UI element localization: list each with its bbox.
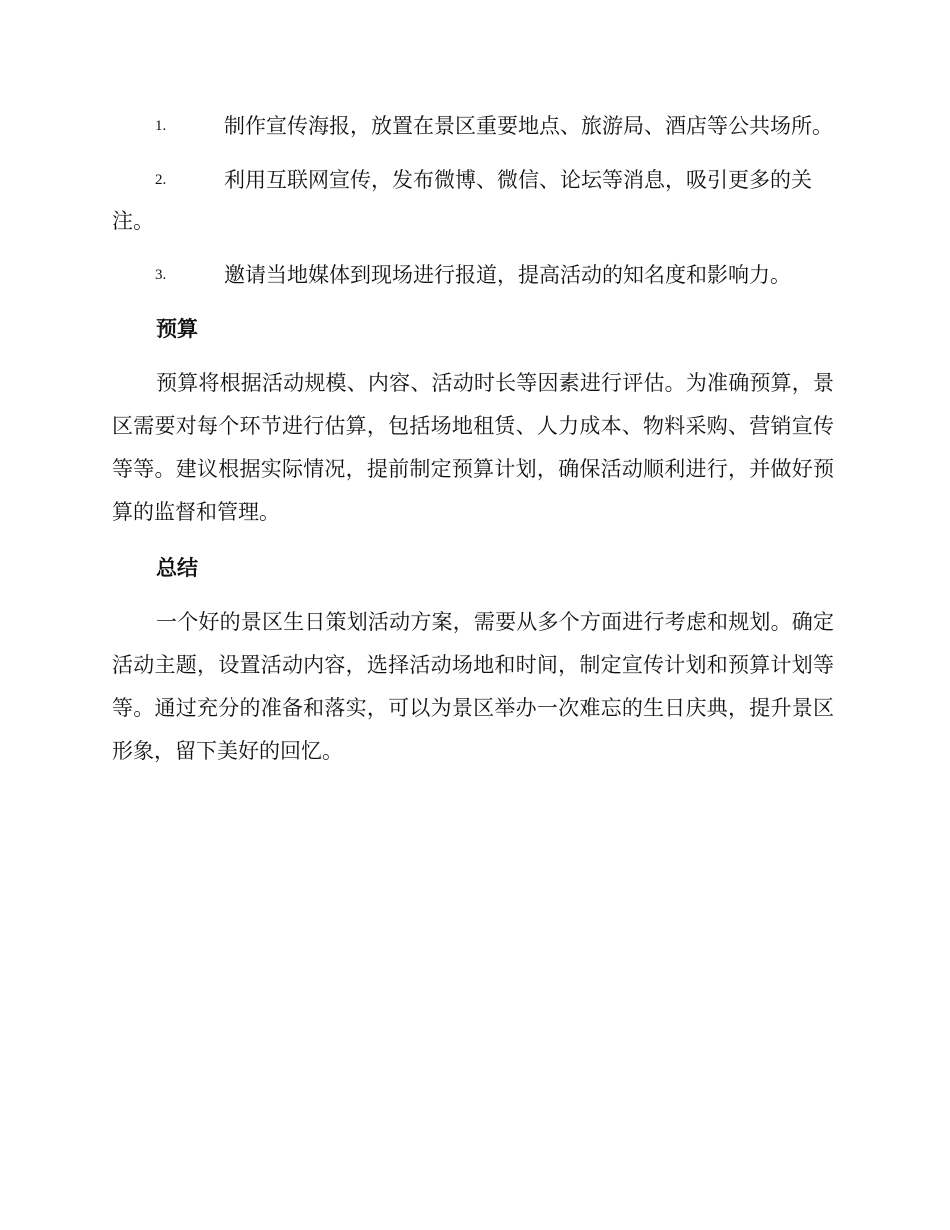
list-item	[112, 255, 834, 296]
list-item-number: 2.	[155, 172, 167, 188]
summary-paragraph: 一个好的景区生日策划活动方案，需要从多个方面进行考虑和规划。确定活动主题，设置活动内容，选择活动场地和时间，制定宣传计划和预算计划等等。通过充分的准备和落实，可以为景区举办一次难忘的生日庆典，提升景区形象，留下美好的回忆。	[112, 610, 834, 763]
document-body	[112, 106, 834, 785]
list-item-text: 邀请当地媒体到现场进行报道，提高活动的知名度和影响力。	[224, 263, 791, 287]
budget-heading: 预算	[156, 317, 198, 341]
list-item-number: 3.	[155, 267, 167, 283]
list-item	[112, 160, 834, 242]
list-item-number: 1.	[155, 118, 167, 134]
list-item-text: 利用互联网宣传，发布微博、微信、论坛等消息，吸引更多的关注。	[112, 168, 812, 233]
budget-paragraph: 预算将根据活动规模、内容、活动时长等因素进行评估。为准确预算，景区需要对每个环节进行估算，包括场地租赁、人力成本、物料采购、营销宣传等等。建议根据实际情况，提前制定预算计划，确保活动顺利进行，并做好预算的监督和管理。	[112, 371, 834, 524]
summary-heading: 总结	[156, 556, 198, 580]
list-item-text: 制作宣传海报，放置在景区重要地点、旅游局、酒店等公共场所。	[224, 114, 833, 138]
list-item	[112, 106, 834, 147]
